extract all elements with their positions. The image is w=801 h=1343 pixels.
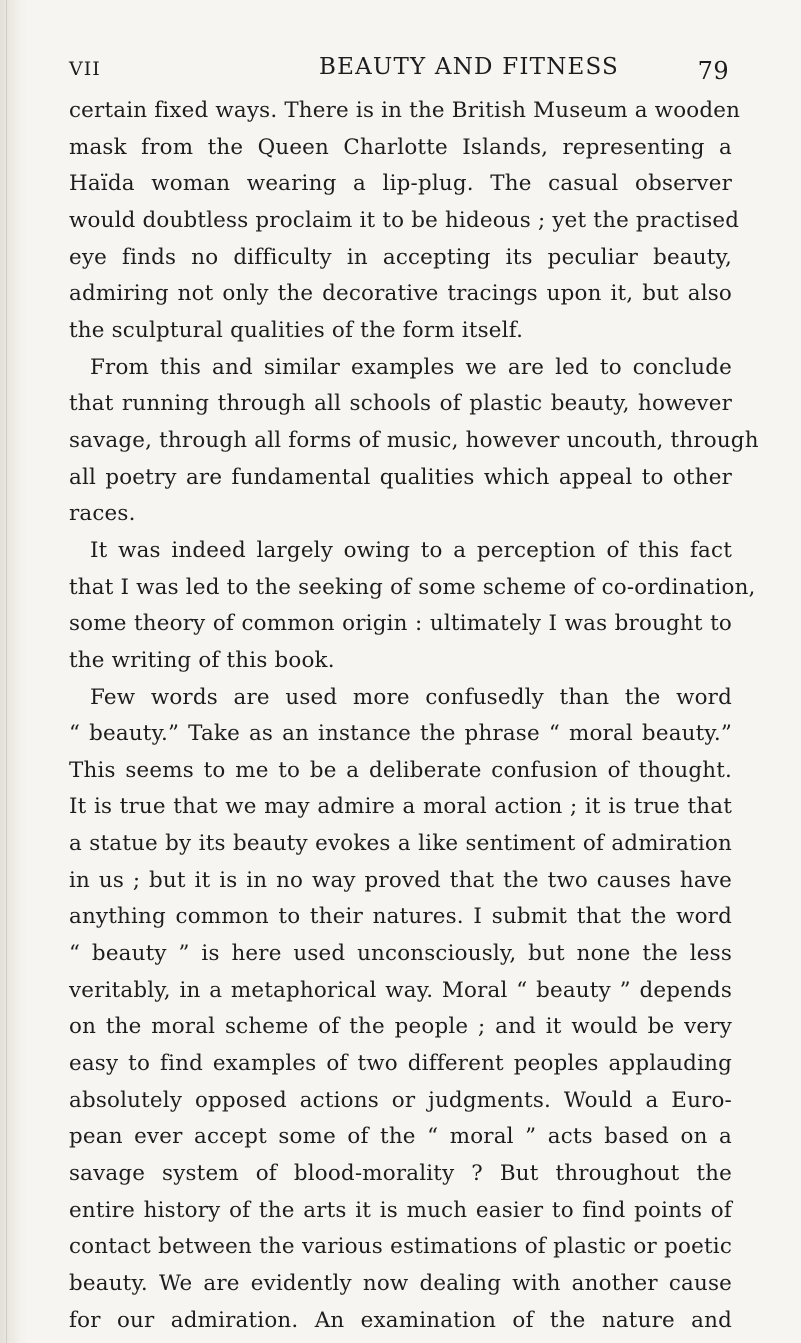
text-line: some theory of common origin : ultimately I was brought to — [69, 611, 732, 637]
text-line: savage system of blood-morality ? But throughout the — [69, 1161, 732, 1187]
body-text — [69, 93, 759, 1339]
text-line: for our admiration. An examination of the nature and — [69, 1307, 732, 1333]
text-line: would doubtless proclaim it to be hideous ; yet the practised — [69, 207, 740, 233]
text-line: admiring not only the decorative tracings upon it, but also — [69, 281, 732, 307]
running-title: BEAUTY AND FITNESS — [319, 54, 620, 80]
text-line: that running through all schools of plastic beauty, however — [69, 391, 732, 417]
text-line: entire history of the arts it is much easier to find points of — [69, 1197, 732, 1223]
text-line: on the moral scheme of the people ; and it would be very — [69, 1014, 732, 1040]
text-line: that I was led to the seeking of some scheme of co-ordination, — [69, 574, 756, 600]
text-line: absolutely opposed actions or judgments. Would a Euro- — [69, 1087, 732, 1113]
text-line: pean ever accept some of the “ moral ” acts based on a — [69, 1124, 732, 1150]
text-line: “ beauty.” Take as an instance the phrase “ moral beauty.” — [69, 721, 732, 747]
text-line: This seems to me to be a deliberate confusion of thought. — [69, 757, 732, 783]
paragraph-4 — [69, 680, 732, 1340]
text-line: anything common to their natures. I submit that the word — [69, 904, 732, 930]
running-header — [69, 50, 729, 94]
text-line: It is true that we may admire a moral action ; it is true that — [69, 794, 732, 820]
text-line: eye finds no difficulty in accepting its peculiar beauty, — [69, 244, 732, 270]
text-line: races. — [69, 501, 136, 527]
text-line: in us ; but it is in no way proved that the two causes have — [69, 867, 732, 893]
page-gutter-shadow — [0, 0, 28, 1343]
text-line: “ beauty ” is here used unconsciously, but none the less — [69, 941, 732, 967]
page-number: 79 — [697, 57, 729, 85]
text-line: It was indeed largely owing to a perception of this fact — [90, 537, 732, 563]
text-line: certain fixed ways. There is in the British Museum a wooden — [69, 98, 741, 123]
paragraph-2 — [69, 350, 759, 533]
text-line: easy to find examples of two different peoples applauding — [69, 1051, 732, 1077]
page-edge-line — [6, 0, 7, 1343]
text-line: mask from the Queen Charlotte Islands, representing a — [69, 134, 732, 160]
chapter-number: VII — [69, 58, 101, 80]
text-line: Haïda woman wearing a lip-plug. The casual observer — [69, 171, 732, 197]
paragraph-1 — [69, 93, 741, 350]
text-line: all poetry are fundamental qualities which appeal to other — [69, 464, 732, 490]
text-line: Few words are used more confusedly than the word — [90, 684, 732, 710]
text-line: From this and similar examples we are led to conclude — [90, 354, 732, 380]
text-line: the sculptural qualities of the form itself. — [69, 317, 524, 343]
text-line: savage, through all forms of music, however uncouth, through — [69, 427, 759, 453]
paragraph-3 — [69, 533, 756, 680]
text-line: contact between the various estimations of plastic or poetic — [69, 1234, 732, 1260]
text-line: a statue by its beauty evokes a like sentiment of admiration — [69, 831, 732, 857]
text-line: beauty. We are evidently now dealing with another cause — [69, 1271, 732, 1296]
text-line: the writing of this book. — [69, 647, 335, 673]
text-line: veritably, in a metaphorical way. Moral “ beauty ” depends — [69, 977, 732, 1003]
